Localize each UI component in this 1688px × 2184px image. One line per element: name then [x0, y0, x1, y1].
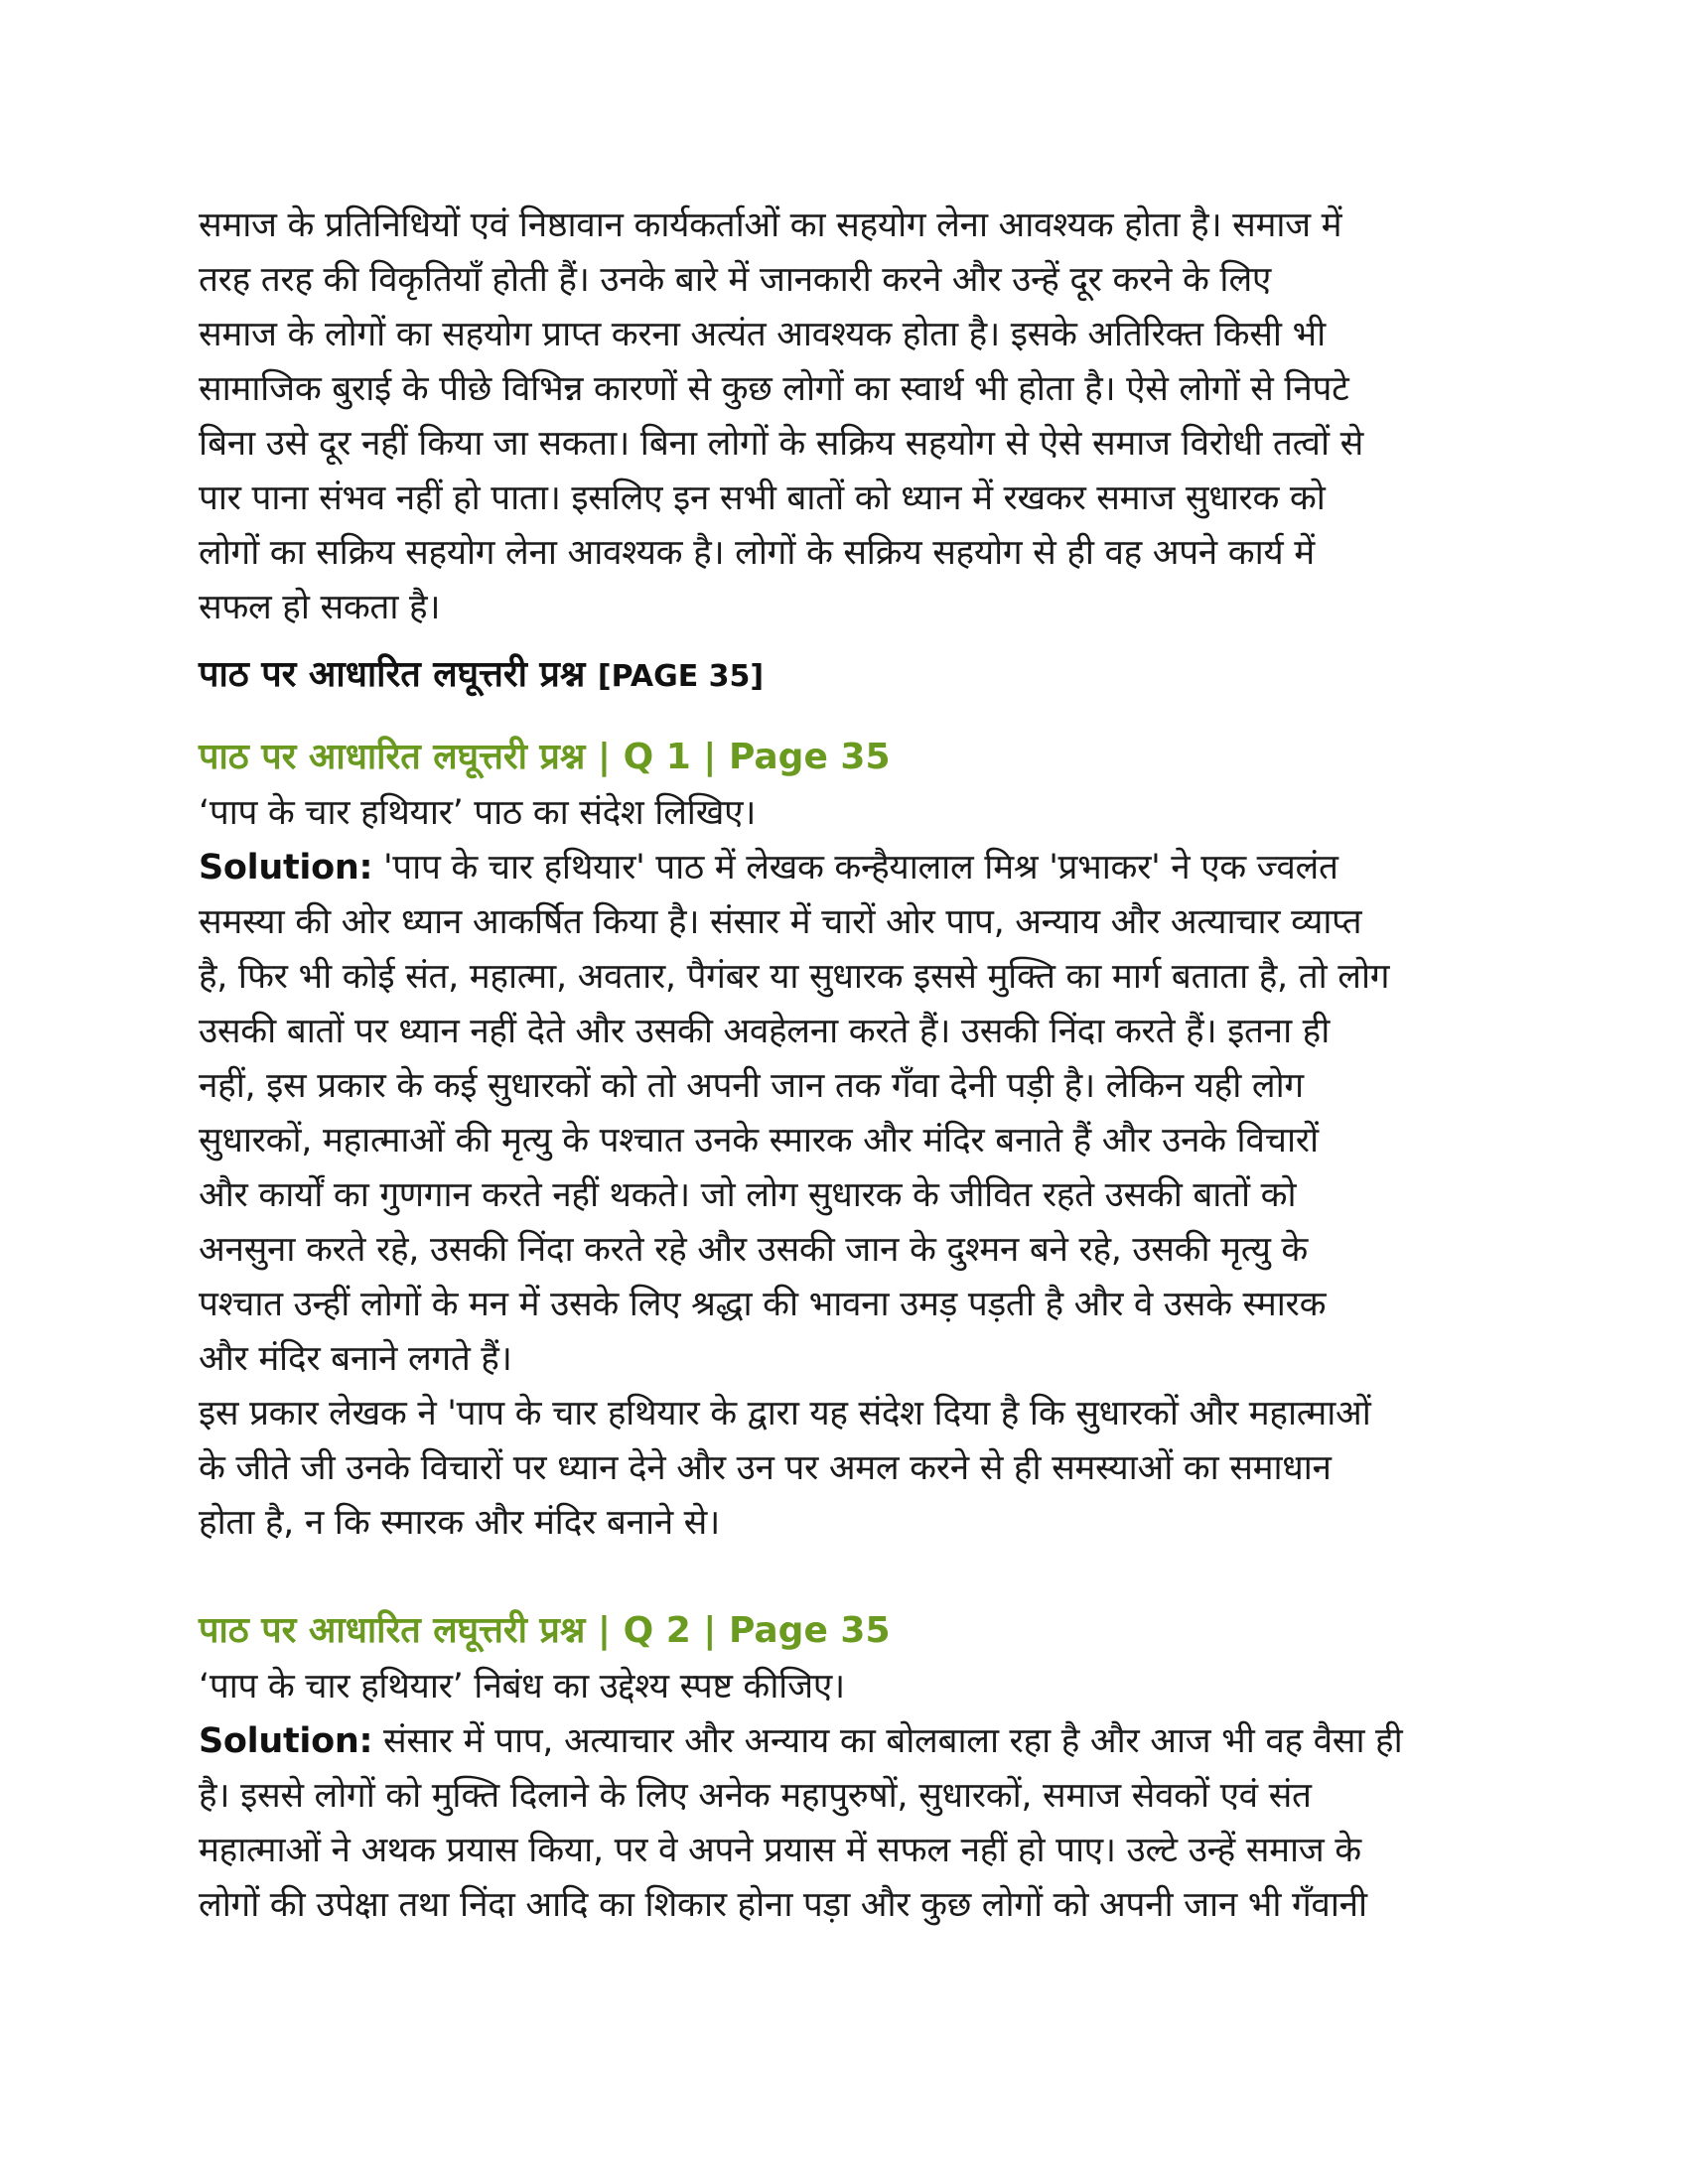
intro-line: सामाजिक बुराई के पीछे विभिन्न कारणों से कुछ लोगों का स्वार्थ भी होता है। ऐसे लोगों से निपटे [199, 369, 1349, 409]
section-heading [199, 645, 1489, 707]
intro-line: पार पाना संभव नहीं हो पाता। इसलिए इन सभी बातों को ध्यान में रखकर समाज सुधारक को [199, 478, 1326, 518]
solution-line: के जीते जी उनके विचारों पर ध्यान देने और उन पर अमल करने से ही समस्याओं का समाधान [199, 1448, 1332, 1488]
solution-line: होता है, न कि स्मारक और मंदिर बनाने से। [199, 1503, 720, 1543]
section-title: पाठ पर आधारित लघूत्तरी प्रश्न [199, 654, 586, 695]
question-text: ‘पाप के चार हथियार’ पाठ का संदेश लिखिए। [199, 793, 757, 833]
intro-line: समाज के लोगों का सहयोग प्राप्त करना अत्यंत आवश्यक होता है। इसके अतिरिक्त किसी भी [199, 315, 1326, 354]
solution-line: और कार्यों का गुणगान करते नहीं थकते। जो लोग सुधारक के जीवित रहते उसकी बातों को [199, 1175, 1297, 1215]
solution-line: है, फिर भी कोई संत, महात्मा, अवतार, पैगंबर या सुधारक इससे मुक्ति का मार्ग बताता है, तो लोग [199, 957, 1390, 997]
solution-line: अनसुना करते रहे, उसकी निंदा करते रहे और उसकी जान के दुश्मन बने रहे, उसकी मृत्यु के [199, 1230, 1309, 1270]
solution-line: लोगों की उपेक्षा तथा निंदा आदि का शिकार होना पड़ा और कुछ लोगों को अपनी जान भी गँवानी [199, 1885, 1367, 1925]
solution-line: नहीं, इस प्रकार के कई सुधारकों को तो अपनी जान तक गँवा देनी पड़ी है। लेकिन यही लोग [199, 1066, 1304, 1106]
solution-text: 'पाप के चार हथियार' पाठ में लेखक कन्हैयालाल मिश्र 'प्रभाकर' ने एक ज्वलंत [372, 848, 1338, 887]
section-page-tag: [PAGE 35] [597, 659, 765, 694]
question-text: ‘पाप के चार हथियार’ निबंध का उद्देश्य स्पष्ट कीजिए। [199, 1667, 845, 1706]
intro-line: तरह तरह की विकृतियाँ होती हैं। उनके बारे में जानकारी करने और उन्हें दूर करने के लिए [199, 260, 1271, 300]
solution-label: Solution: [199, 1721, 373, 1761]
intro-paragraph [199, 199, 1489, 635]
solution-first-line [199, 841, 1489, 895]
solution-line: है। इससे लोगों को मुक्ति दिलाने के लिए अनेक महापुरुषों, सुधारकों, समाज सेवकों एवं संत [199, 1776, 1312, 1816]
solution-line: और मंदिर बनाने लगते हैं। [199, 1339, 512, 1379]
question-heading: पाठ पर आधारित लघूत्तरी प्रश्न | Q 2 | Page 35 [199, 1610, 891, 1651]
solution-line: समस्या की ओर ध्यान आकर्षित किया है। संसार में चारों ओर पाप, अन्याय और अत्याचार व्याप्त [199, 902, 1362, 942]
solution-text: संसार में पाप, अत्याचार और अन्याय का बोलबाला रहा है और आज भी वह वैसा ही [372, 1721, 1403, 1761]
solution-line: महात्माओं ने अथक प्रयास किया, पर वे अपने प्रयास में सफल नहीं हो पाए। उल्टे उन्हें समाज के [199, 1831, 1361, 1870]
solution-first-line [199, 1714, 1489, 1769]
document-page [199, 199, 1489, 1933]
intro-line: बिना उसे दूर नहीं किया जा सकता। बिना लोगों के सक्रिय सहयोग से ऐसे समाज विरोधी तत्वों से [199, 424, 1363, 464]
solution-line: उसकी बातों पर ध्यान नहीं देते और उसकी अवहेलना करते हैं। उसकी निंदा करते हैं। इतना ही [199, 1012, 1331, 1051]
solution-line: इस प्रकार लेखक ने 'पाप के चार हथियार के द्वारा यह संदेश दिया है कि सुधारकों और महात्माओं [199, 1394, 1371, 1433]
question-heading: पाठ पर आधारित लघूत्तरी प्रश्न | Q 1 | Page 35 [199, 737, 891, 777]
intro-line: समाज के प्रतिनिधियों एवं निष्ठावान कार्यकर्ताओं का सहयोग लेना आवश्यक होता है। समाज में [199, 205, 1342, 245]
question-block-2 [199, 1602, 1489, 1933]
solution-label: Solution: [199, 848, 373, 887]
intro-line: लोगों का सक्रिय सहयोग लेना आवश्यक है। लोगों के सक्रिय सहयोग से ही वह अपने कार्य में [199, 533, 1315, 573]
intro-line: सफल हो सकता है। [199, 588, 441, 627]
question-block-1 [199, 729, 1489, 1551]
solution-line: पश्चात उन्हीं लोगों के मन में उसके लिए श्रद्धा की भावना उमड़ पड़ती है और वे उसके स्मारक [199, 1285, 1327, 1324]
solution-line: सुधारकों, महात्माओं की मृत्यु के पश्चात उनके स्मारक और मंदिर बनाते हैं और उनके विचारों [199, 1121, 1319, 1160]
